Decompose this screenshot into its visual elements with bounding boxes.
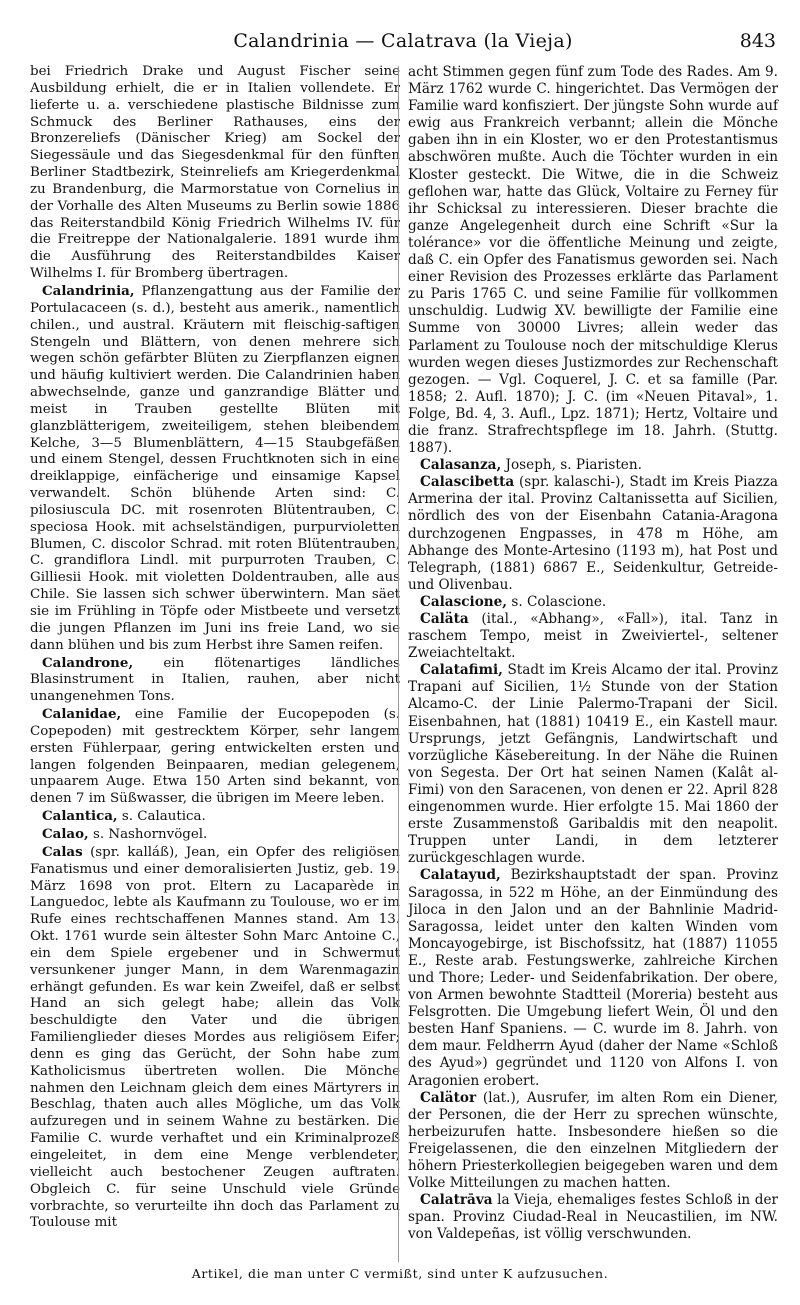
article-headword: Calantica, [42,808,118,825]
article-headword: Calatrāva [420,1192,493,1209]
left-column [30,64,400,1232]
article-text: (spr. kalláß), Jean, ein Opfer des religiösen Fanatismus und einer demoralisierten Justiz, geb. 19. März 1698 von prot. Eltern zu Lacaparède in Languedoc, lebte als Kaufmann zu Toulouse, wo er im Rufe eines rechtschaffenen Mannes stand. Am 13. Okt. 1761 wurde sein ältester Sohn Marc Antoine C., ein dem Spiele ergebener und in Schwermut versunkener junger Mann, in dem Warenmagazin erhängt gefunden. Es war kein Zweifel, daß er selbst Hand an sich gelegt habe; allein das Volk beschuldigte den Vater und die übrigen Familienglieder dieses Mordes aus religiösem Eifer; denn es ging das Gerücht, der Sohn habe zum Katholicismus übertreten wollen. Die Mönche nahmen den Leichnam gleich dem eines Märtyrers in Beschlag, thaten auch alles Mögliche, um das Volk aufzuregen und in seinem Wahne zu bestärken. Die Familie C. wurde verhaftet und ein Kriminalprozeß eingeleitet, in dem eine Menge verblendeter, vielleicht auch bestochener Zeugen auftraten. Obgleich C. für seine Unschuld viele Gründe vorbrachte, so verurteilte ihn doch das Parlament zu Toulouse mit [30,844,400,1231]
article-headword: Calasanza, [420,457,502,474]
article-entry [408,1090,778,1193]
article-headword: Calatayud, [420,867,501,884]
article-entry [408,64,778,457]
article-headword: Calandrone, [42,654,134,671]
article-entry [30,844,400,1232]
article-text: ein flötenartiges ländliches Blasinstrument in Italien, rauhen, aber nicht unangenehmen Tons. [30,655,400,705]
article-headword: Calas [42,843,83,860]
article-entry [408,1192,778,1243]
article-text: (ital., «Abhang», «Fall»), ital. Tanz in raschem Tempo, meist in Zweiviertel-, seltener Zweiachteltakt. [408,611,778,662]
article-text: s. Calautica. [121,809,206,825]
article-text: (lat.), Ausrufer, im alten Rom ein Diener, der Personen, die der Herr zu sprechen wünschte, herbeizurufen hatte. Insbesondere hießen so die Freigelassenen, die den einzelnen Mitgliedern der höhern Priesterkollegien beigegeben waren und dem Volke Mitteilungen zu machen hatten. [408,1089,778,1192]
article-entry [408,867,778,1089]
article-entry [30,655,400,707]
article-entry [408,662,778,867]
article-entry [408,611,778,662]
article-entry [30,808,400,826]
article-headword: Calandrinia, [42,282,135,299]
article-text: Bezirkshauptstadt der span. Provinz Saragossa, in 522 m Höhe, an der Einmündung des Jiloca in den Jalon und an der Bahnlinie Madrid-Saragossa, leidet unter den kalten Winden vom Moncayogebirge, ist Bischofssitz, hat (1887) 11055 E., Reste arab. Festungswerke, zahlreiche Kirchen und Thore; Leder- und Seidenfabrikation. Der obere, von Armen bewohnte Stadtteil (Moreria) besteht aus Felsgrotten. Die Umgebung liefert Wein, Öl und den besten Hanf Spaniens. — C. wurde im 8. Jahrh. von dem maur. Feldherrn Ayud (daher der Name «Schloß des Ayud») gegründet und 1120 von Alfons I. von Aragonien erobert. [408,867,778,1089]
article-headword: Calatafimi, [420,662,503,679]
article-text: Pflanzengattung aus der Familie der Portulacaceen (s. d.), besteht aus amerik., namentlich chilen., und austral. Kräutern mit fleischig-saftigen Stengeln und Blättern, von denen mehrere sich wegen schön gefärbter Blüten zu Zierpflanzen eignen und häufig kultiviert werden. Die Calandrinien haben abwechselnde, ganze und ganzrandige Blätter und meist in Trauben gestellte Blüten mit glanzblätterigem, zweiteiligem, stehen bleibendem Kelche, 3—5 Blumenblättern, 4—15 Staubgefäßen und einem Stengel, dessen Fruchtknoten sich in eine dreiklappige, einfächerige und einsamige Kapsel verwandelt. Schön blühende Arten sind: C. pilosiuscula DC. mit rosenroten Blütentrauben, C. speciosa Hook. mit achselständigen, purpurvioletten Blumen, C. discolor Schrad. mit roten Blütentrauben, C. grandiflora Lindl. mit purpurroten Trauben, C. Gilliesii Hook. mit violetten Doldentrauben, alle aus Chile. Sie lassen sich schwer überwintern. Man säet sie im Frühling in Töpfe oder Mistbeete und versetzt die jungen Pflanzen im Juni ins freie Land, wo sie dann blühen und bis zum Herbst ihre Samen reifen. [30,283,400,653]
right-column [408,64,778,1243]
article-text: s. Colascione. [511,593,607,610]
page-footer-note: Artikel, die man unter C vermißt, sind unter K aufzusuchen. [191,1266,609,1281]
article-text: Joseph, s. Piaristen. [505,457,642,474]
article-entry [30,283,400,655]
page-number: 843 [739,30,776,52]
article-text: (spr. kalaschi-), Stadt im Kreis Piazza Armerina der ital. Provinz Caltanissetta auf Sicilien, nördlich des von der Eisenbahn Catania-Aragona durchzogenen Engpasses, in 478 m Höhe, am Abhange des Monte-Artesino (1193 m), hat Post und Telegraph, (1881) 6867 E., Seidenkultur, Getreide- und Olivenbau. [408,474,778,593]
article-entry [30,64,400,283]
article-text: bei Friedrich Drake und August Fischer seine Ausbildung erhielt, die er in Italien vollendete. Er lieferte u. a. verschiedene plastische Bildnisse zum Schmuck des Berliner Rathauses, eins der Bronzereliefs (Dänischer Krieg) am Sockel der Siegessäule und das Siegesdenkmal für den fünften Berliner Stadtbezirk, Steinreliefs am Kriegerdenkmal zu Brandenburg, die Marmorstatue von Cornelius in der Vorhalle des Alten Museums zu Berlin sowie 1886 das Reiterstandbild König Friedrich Wilhelms IV. für die Freitreppe der Nationalgalerie. 1891 wurde ihm die Ausführung des Reiterstandbildes Kaiser Wilhelms I. für Bromberg übertragen. [30,64,400,282]
page-header [30,26,776,56]
article-entry [408,594,778,611]
article-text: s. Nashornvögel. [92,826,208,842]
page-title: Calandrinia — Calatrava (la Vieja) [233,30,573,52]
article-entry [30,706,400,808]
article-entry [30,826,400,844]
column-divider [398,66,399,1262]
article-headword: Calanidae, [42,706,122,723]
article-entry [408,457,778,474]
article-headword: Calao, [42,825,89,842]
article-text: eine Familie der Eucopepoden (s. Copepoden) mit gestrecktem Körper, sehr langem ersten Fühlerpaar, gering entwickelten ersten und langen folgenden Beinpaaren, median gelegenem, unpaarem Auge. Etwa 150 Arten sind bekannt, von denen 7 im Süßwasser, die übrigen im Meere leben. [30,707,400,807]
article-text: Stadt im Kreis Alcamo der ital. Provinz Trapani auf Sicilien, 1½ Stunde von der Station Alcamo-C. der Linie Palermo-Trapani der Sicil. Eisenbahnen, hat (1881) 10419 E., ein Kastell maur. Ursprungs, jetzt Gefängnis, Landwirtschaft und vorzügliche Käsebereitung. In der Nähe die Ruinen von Segesta. Der Ort hat seinen Namen (Kalât al-Fimi) von den Saracenen, von denen er 22. April 828 eingenommen wurde. Hier erfolgte 15. Mai 1860 der erste Zusammenstoß Garibaldis mit den neapolit. Truppen unter Landi, in dem letzterer zurückgeschlagen wurde. [408,662,778,867]
article-headword: Calascibetta [420,474,515,491]
article-headword: Calätor [420,1089,477,1106]
article-headword: Caläta [420,611,469,627]
article-text: acht Stimmen gegen fünf zum Tode des Rades. Am 9. März 1762 wurde C. hingerichtet. Das Vermögen der Familie ward konfisziert. Der jüngste Sohn wurde auf ewig aus Frankreich verbannt; allein die Mönche gaben ihn in ein Kloster, wo er den Protestantismus abschwören mußte. Auch die Töchter wurden in ein Kloster gesteckt. Die Witwe, die in die Schweiz geflohen war, hatte das Glück, Voltaire zu Ferney für ihr Schicksal zu interessieren. Dieser brachte die ganze Angelegenheit durch eine Schrift «Sur la tolérance» vor die öffentliche Meinung und zeigte, daß C. ein Opfer des Fanatismus geworden sei. Nach einer Revision des Prozesses erklärte das Parlament zu Paris 1765 C. und seine Familie für vollkommen unschuldig. Ludwig XV. bewilligte der Familie eine Summe von 30000 Livres; allein weder das Parlament zu Toulouse noch der mitschuldige Klerus wurden wegen dieses Justizmordes zur Rechenschaft gezogen. — Vgl. Coquerel, J. C. et sa famille (Par. 1858; 2. Aufl. 1870); J. C. (im «Neuen Pitaval», 1. Folge, Bd. 4, 3. Aufl., Lpz. 1871); Hertz, Voltaire und die franz. Strafrechtspflege im 18. Jahrh. (Stuttg. 1887). [408,64,778,457]
article-entry [408,474,778,594]
article-text: la Vieja, ehemaliges festes Schloß in der span. Provinz Ciudad-Real in Neucastilien, im NW. von Valdepeñas, ist völlig verschwunden. [408,1192,778,1243]
article-headword: Calascione, [420,593,508,610]
